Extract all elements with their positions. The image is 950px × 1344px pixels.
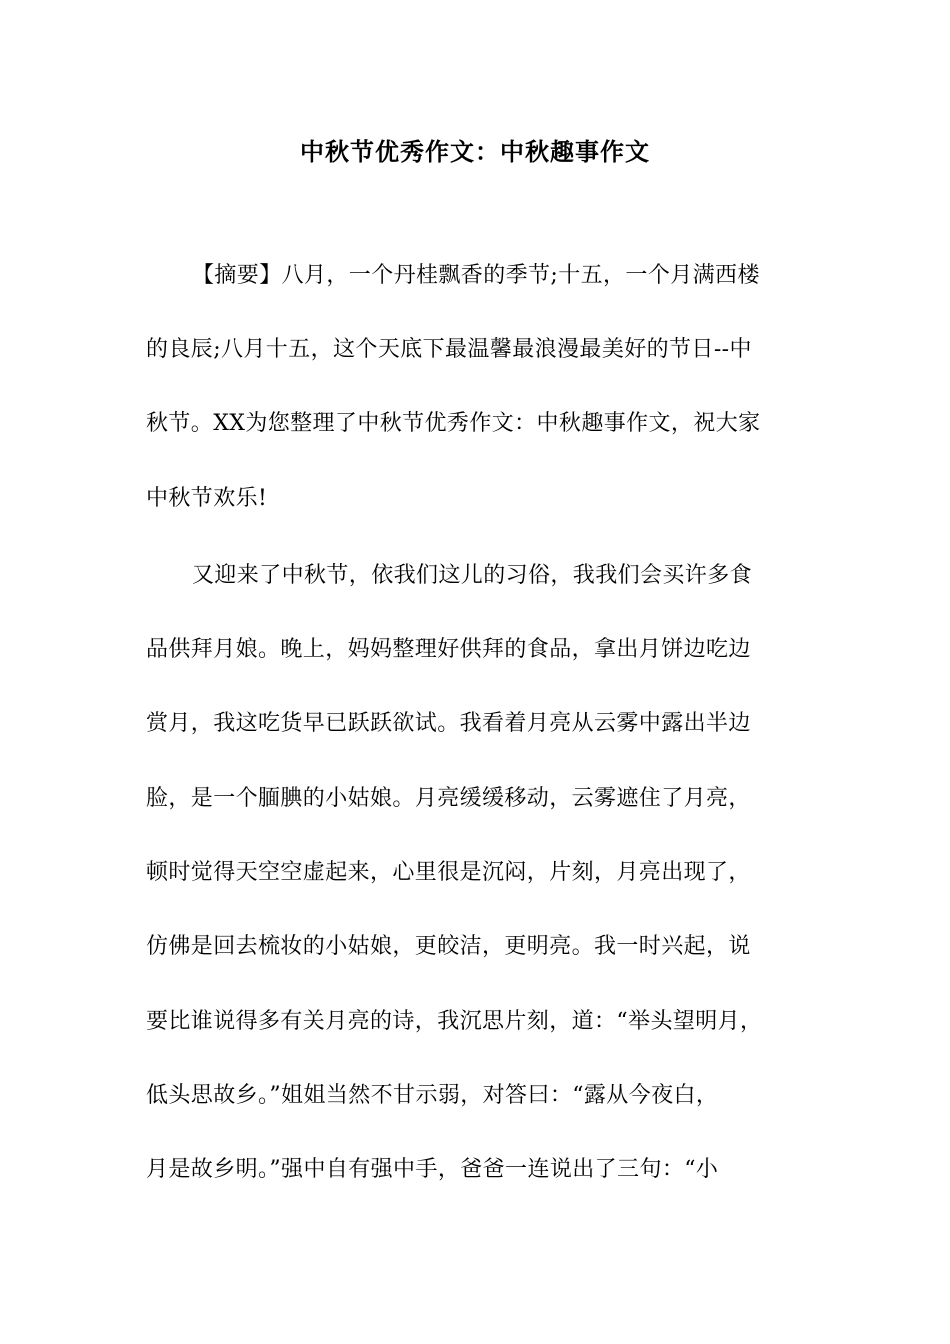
paragraph-line: 脸，是一个腼腆的小姑娘。月亮缓缓移动，云雾遮住了月亮， [146,786,751,811]
paragraph-line: 又迎来了中秋节，依我们这儿的习俗，我我们会买许多食 [192,563,753,588]
paragraph-line: 的良辰;八月十五，这个天底下最温馨最浪漫最美好的节日--中 [146,337,752,362]
paragraph-line: 【摘要】八月，一个丹桂飘香的季节;十五，一个月满西楼 [192,263,760,288]
paragraph-line: 仿佛是回去梳妆的小姑娘，更皎洁，更明亮。我一时兴起，说 [146,934,751,959]
paragraph-line: 低头思故乡。”姐姐当然不甘示弱，对答曰：“露从今夜白， [146,1083,719,1108]
paragraph-line: 赏月，我这吃货早已跃跃欲试。我看着月亮从云雾中露出半边 [146,711,751,736]
paragraph-line: 月是故乡明。”强中自有强中手，爸爸一连说出了三句：“小 [146,1157,719,1182]
paragraph-line: 品供拜月娘。晚上，妈妈整理好供拜的食品，拿出月饼边吃边 [146,637,751,662]
paragraph-line: 要比谁说得多有关月亮的诗，我沉思片刻，道：“举头望明月， [146,1009,763,1034]
paragraph-line: 中秋节欢乐! [146,486,268,511]
paragraph-line: 顿时觉得天空空虚起来，心里很是沉闷，片刻，月亮出现了， [146,860,751,885]
document-title: 中秋节优秀作文：中秋趣事作文 [300,137,650,166]
paragraph-line: 秋节。XX为您整理了中秋节优秀作文：中秋趣事作文，祝大家 [146,411,761,436]
